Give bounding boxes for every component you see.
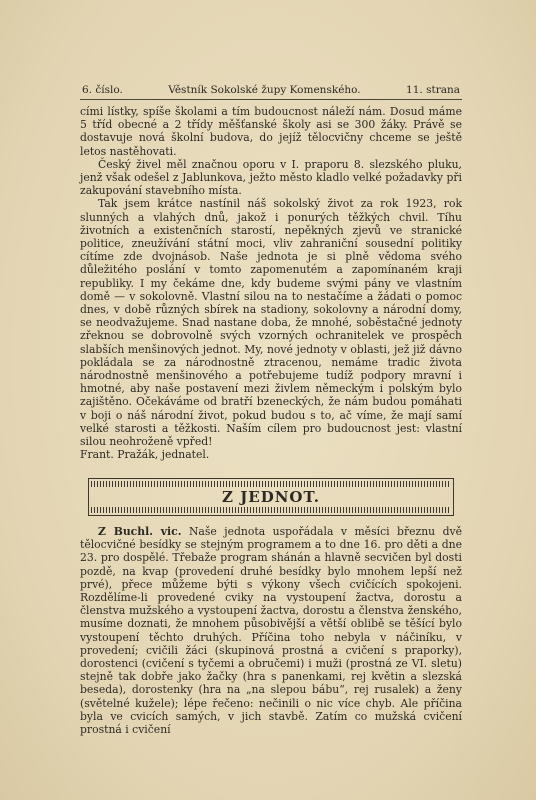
article-report	[80, 525, 462, 736]
paragraph: Tak jsem krátce nastínil náš sokolský život za rok 1923, rok slunných a vlahých dnů, jakož i ponurých těžkých chvil. Tíhu životních a existenčních starostí, nepěkných zjevů ve stranické politice, zneužívání státní moci, vliv zahraniční sousední politiky cítíme zde dvojnásob. Naše jednota je si plně vědoma svého důležitého poslání v tomto zapomenutém a zapomínaném kraji republiky. I my čekáme dne, kdy budeme svými pány ve vlastním domě — v sokolovně. Vlastní silou na to nestačíme a žádati o pomoc dnes, v době různých sbírek na stadiony, sokolovny a národní domy, se neodvažujeme. Snad nastane doba, že mnohé, soběstačné jednoty zřeknou se dobrovolně svých vzorných ochranitelek ve prospěch slabších menšinových jednot. My, nové jednoty v oblasti, jež již dávno pokládala se za národnostně ztracenou, nemáme tradic života národnostně menšinového a potřebujeme tudíž podpory mravní i hmotné, aby naše postavení mezi živlem německým i polským bylo zajištěno. Očekáváme od bratří bzeneckých, že nám budou pomáhati v boji o náš národní život, pokud budou s to, ač víme, že mají samí velké starosti a těžkosti. Naším cílem pro budoucnost jest: vlastní silou neohroženě vpřed!	[80, 197, 462, 449]
ornament-border-top	[91, 481, 451, 487]
running-header	[82, 83, 460, 97]
paragraph: cími lístky, spíše školami a tím budoucnost náleží nám. Dosud máme 5 tříd obecné a 2 třídy měšťanské školy asi se 300 žáky. Právě se dostavuje nová školní budova, do jejíž tělocvičny chceme se ještě letos nastěhovati.	[80, 105, 462, 158]
section-title: Z JEDNOT.	[222, 488, 320, 506]
page-number: 11. strana	[406, 84, 460, 96]
header-rule	[80, 99, 462, 100]
signature: Frant. Pražák, jednatel.	[80, 448, 210, 462]
paragraph	[80, 525, 462, 736]
ornament-border-bottom	[91, 507, 451, 513]
section-heading-box	[88, 478, 454, 516]
journal-title: Věstník Sokolské župy Komenského.	[168, 84, 361, 96]
report-body: Naše jednota uspořádala v měsíci březnu dvě tělocvičné besídky se stejným programem a to dne 16. pro děti a dne 23. pro dospělé. Třebaže program shánán a hlavně secvičen byl dosti pozdě, na kvap (provedení druhé besídky bylo mnohem lepší než prvé), přece můžeme býti s výkony všech cvičících spokojeni. Rozdělíme-li provedené cviky na vystoupení žactva, dorostu a členstva mužského a vystoupení žactva, dorostu a členstva ženského, musíme doznati, že mnohem působivější a větší oblibě se těšící bylo vystoupení těchto druhých. Příčina toho nebyla v náčiníku, v provedení; cvičili žáci (skupinová prostná a cvičení s praporky), dorostenci (cvičení s tyčemi a obručemi) i muži (prostná ze VI. sletu) stejně tak dobře jako žačky (hra s panenkami, rej květin a slezská beseda), dorostenky (hra na „na slepou bábu“, rej rusalek) a ženy (světelné kužele); lépe řečeno: nečinili o nic více chyb. Ale příčina byla ve cvicích samých, v jich stavbě. Zatím co mužská cvičení prostná i cvičení	[80, 525, 463, 737]
paragraph: Český živel měl značnou oporu v I. praporu 8. slezského pluku, jenž však odešel z Jablunkova, ježto město kladlo velké požadavky při zakupování stavebního místa.	[80, 157, 462, 198]
article-continuation	[80, 105, 462, 461]
report-lead: Z Buchl. vic.	[98, 525, 182, 538]
issue-number: 6. číslo.	[82, 84, 123, 96]
